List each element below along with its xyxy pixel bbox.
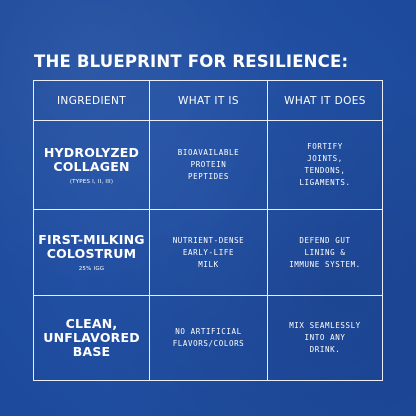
ingredient-name: CLEAN, UNFLAVORED BASE: [43, 316, 140, 359]
header-ingredient-cell: [34, 81, 150, 121]
page-title: THE BLUEPRINT FOR RESILIENCE:: [34, 52, 349, 71]
header-what-it-is: WHAT IT IS: [177, 94, 239, 107]
what-it-does-text: FORTIFY JOINTS, TENDONS, LIGAMENTS.: [299, 142, 351, 187]
table-row-2-what-it-does: [268, 210, 382, 296]
table-row-1-what-it-is: [150, 121, 268, 210]
table-row-1-ingredient: [34, 121, 150, 210]
table-row-3-what-it-is: [150, 296, 268, 380]
what-it-does-text: DEFEND GUT LINING & IMMUNE SYSTEM.: [289, 235, 361, 269]
header-what-it-is-cell: [150, 81, 268, 121]
ingredient-detail: (TYPES I, II, III): [69, 178, 114, 185]
table-row-3-what-it-does: [268, 296, 382, 380]
ingredient-name: HYDROLYZED COLLAGEN: [43, 144, 140, 174]
header-what-it-does: WHAT IT DOES: [284, 94, 366, 107]
table-row-3-ingredient: [34, 296, 150, 380]
what-it-is-text: NO ARTIFICIAL FLAVORS/COLORS: [172, 327, 245, 348]
what-it-does-text: MIX SEAMLESSLY INTO ANY DRINK.: [289, 321, 361, 354]
table-row-2-what-it-is: [150, 210, 268, 296]
header-what-it-does-cell: [268, 81, 382, 121]
table-row-2-ingredient: [34, 210, 150, 296]
ingredient-name: FIRST-MILKING COLOSTRUM: [38, 232, 145, 261]
what-it-is-text: NUTRIENT-DENSE EARLY-LIFE MILK: [172, 235, 245, 269]
comparison-table: [33, 80, 383, 381]
table-row-1-what-it-does: [268, 121, 382, 210]
header-ingredient: INGREDIENT: [56, 94, 127, 107]
what-it-is-text: BIOAVAILABLE PROTEIN PEPTIDES: [177, 148, 240, 181]
ingredient-detail: 25% IGG: [78, 266, 105, 272]
